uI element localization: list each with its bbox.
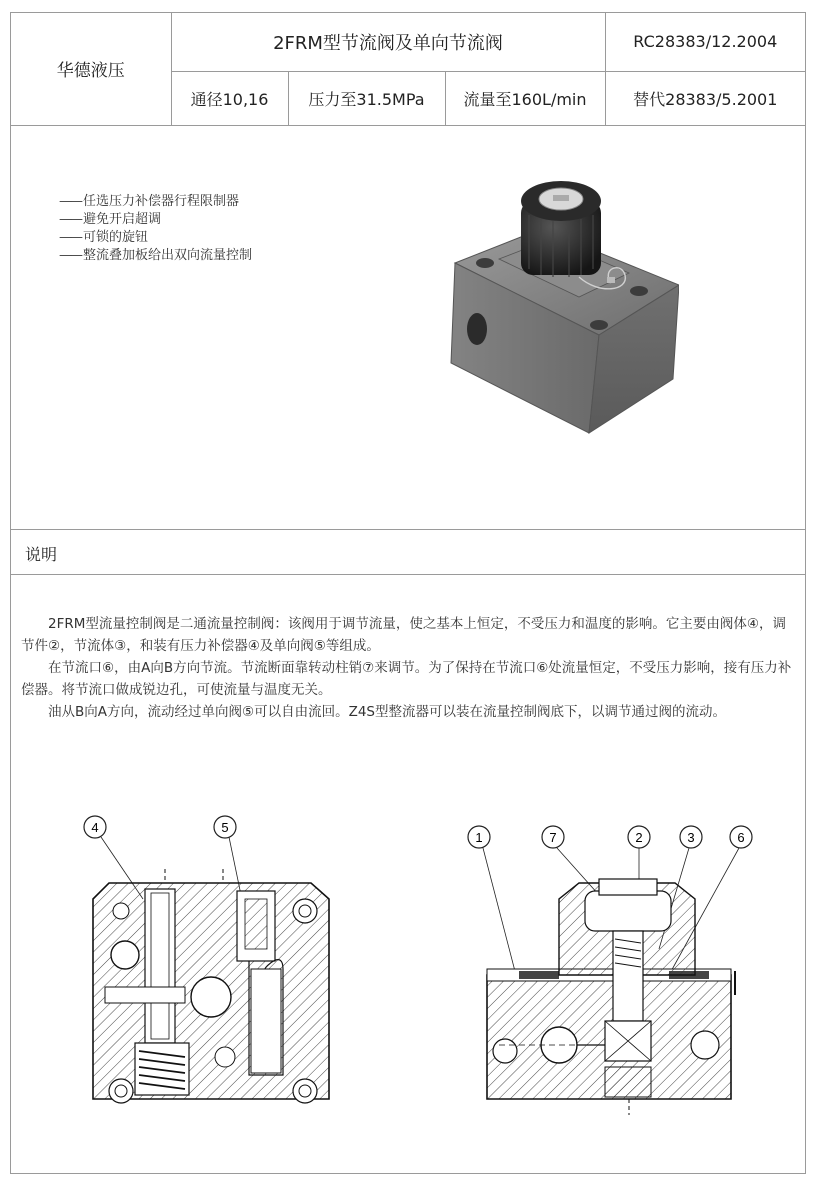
brand-name: 华德液压 [11, 13, 171, 125]
callout-5 [214, 816, 236, 838]
spec-pressure: 压力至31.5MPa [288, 71, 445, 125]
feature-item: —— 可锁的旋钮 [59, 229, 252, 247]
spec-flow: 流量至160L/min [445, 71, 605, 125]
feature-item: —— 避免开启超调 [59, 211, 252, 229]
svg-text:7: 7 [549, 830, 557, 845]
callout-4 [84, 816, 106, 838]
product-photo-area [11, 125, 805, 530]
sectional-drawing-right [459, 799, 759, 1119]
description-paragraph: 在节流口⑥，由A向B方向节流。节流断面靠转动柱销⑦来调节。为了保持在节流口⑥处流量恒定，不受压力影响，接有压力补偿器。将节流口做成锐边孔，可使流量与温度无关。 [21, 660, 792, 698]
svg-text:2: 2 [635, 830, 643, 845]
svg-text:5: 5 [221, 820, 229, 835]
svg-text:1: 1 [475, 830, 483, 845]
description-paragraph: 2FRM型流量控制阀是二通流量控制阀：该阀用于调节流量，使之基本上恒定，不受压力和温度的影响。它主要由阀体④，调节件②，节流体③，和装有压力补偿器④及单向阀⑤等组成。 [21, 616, 786, 654]
section-title: 说明 [25, 545, 58, 564]
callout-1 [468, 826, 490, 848]
callout-2 [628, 826, 650, 848]
doc-code: RC28383/12.2004 [605, 13, 805, 71]
datasheet [10, 12, 806, 1174]
description-paragraph: 油从B向A方向，流动经过单向阀⑤可以自由流回。Z4S型整流器可以装在流量控制阀底下，以调节通过阀的流动。 [48, 704, 727, 720]
sectional-drawing-left [65, 799, 355, 1119]
callout-3 [680, 826, 702, 848]
svg-text:4: 4 [91, 820, 99, 835]
replaces-code: 替代28383/5.2001 [605, 71, 805, 125]
callout-6 [730, 826, 752, 848]
svg-text:6: 6 [737, 830, 745, 845]
feature-list [59, 193, 252, 265]
callout-7 [542, 826, 564, 848]
svg-text:3: 3 [687, 830, 695, 845]
section-header [11, 529, 805, 575]
product-title: 2FRM型节流阀及单向节流阀 [171, 13, 605, 71]
header-table [11, 13, 805, 126]
description-text [21, 613, 793, 723]
feature-item: —— 任选压力补偿器行程限制器 [59, 193, 252, 211]
feature-item: —— 整流叠加板给出双向流量控制 [59, 247, 252, 265]
spec-size: 通径10,16 [171, 71, 288, 125]
valve-photo [429, 165, 679, 445]
